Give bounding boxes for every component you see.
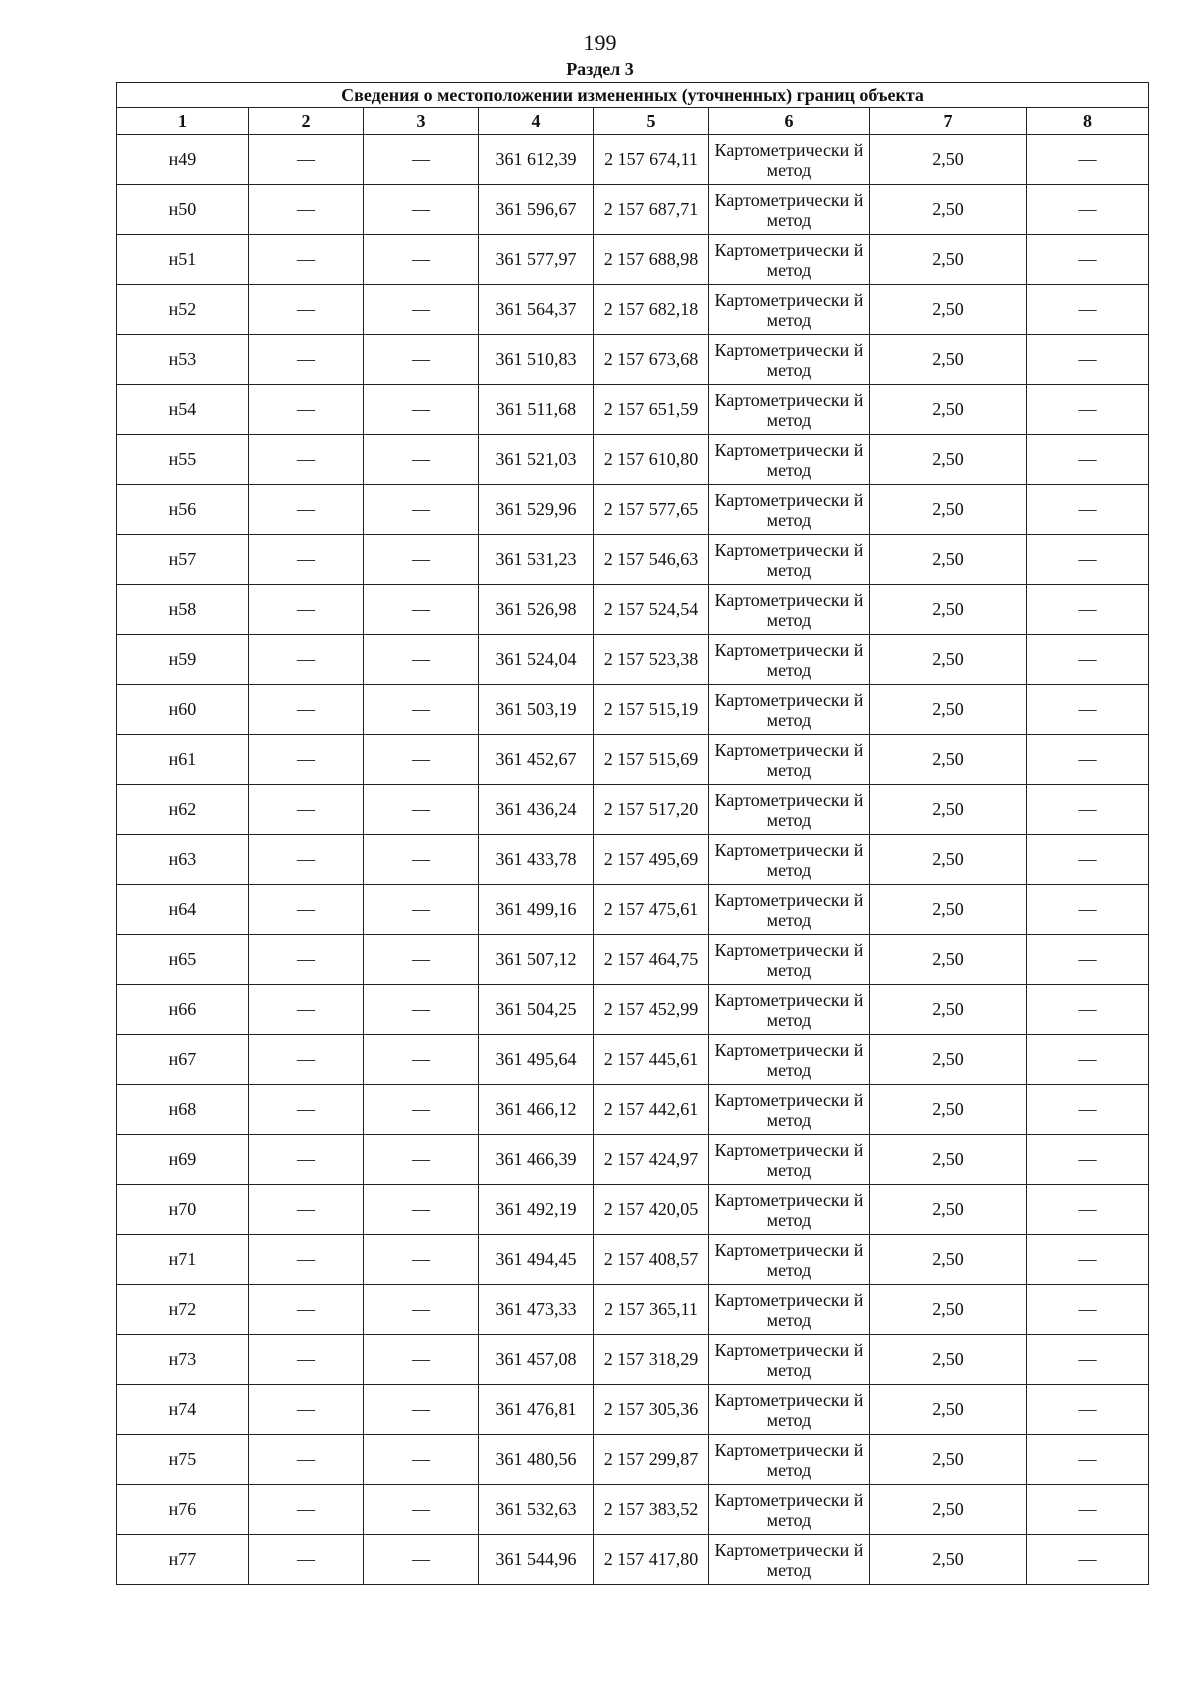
accuracy-cell: 2,50	[870, 285, 1027, 335]
point-id-cell: н58	[117, 585, 249, 635]
accuracy-cell: 2,50	[870, 885, 1027, 935]
col3-cell: —	[364, 235, 479, 285]
y-coordinate-cell: 2 157 424,97	[594, 1135, 709, 1185]
table-row	[117, 335, 1149, 385]
col3-cell: —	[364, 785, 479, 835]
point-id-cell: н64	[117, 885, 249, 935]
point-id-cell: н74	[117, 1385, 249, 1435]
column-header-2: 2	[249, 108, 364, 135]
col8-cell: —	[1027, 1235, 1149, 1285]
col2-cell: —	[249, 1335, 364, 1385]
accuracy-cell: 2,50	[870, 1035, 1027, 1085]
table-row	[117, 835, 1149, 885]
col2-cell: —	[249, 1435, 364, 1485]
col2-cell: —	[249, 185, 364, 235]
accuracy-cell: 2,50	[870, 1435, 1027, 1485]
col2-cell: —	[249, 335, 364, 385]
table-row	[117, 1435, 1149, 1485]
method-cell: Картометрически й метод	[709, 1135, 870, 1185]
method-cell: Картометрически й метод	[709, 135, 870, 185]
x-coordinate-cell: 361 524,04	[479, 635, 594, 685]
col3-cell: —	[364, 485, 479, 535]
col3-cell: —	[364, 1485, 479, 1535]
point-id-cell: н71	[117, 1235, 249, 1285]
method-cell: Картометрически й метод	[709, 1185, 870, 1235]
col2-cell: —	[249, 785, 364, 835]
col3-cell: —	[364, 1085, 479, 1135]
table-row	[117, 885, 1149, 935]
col8-cell: —	[1027, 585, 1149, 635]
column-header-4: 4	[479, 108, 594, 135]
col3-cell: —	[364, 885, 479, 935]
col3-cell: —	[364, 135, 479, 185]
accuracy-cell: 2,50	[870, 385, 1027, 435]
method-cell: Картометрически й метод	[709, 885, 870, 935]
table-row	[117, 635, 1149, 685]
col2-cell: —	[249, 685, 364, 735]
method-cell: Картометрически й метод	[709, 635, 870, 685]
point-id-cell: н68	[117, 1085, 249, 1135]
accuracy-cell: 2,50	[870, 335, 1027, 385]
col2-cell: —	[249, 1535, 364, 1585]
col3-cell: —	[364, 985, 479, 1035]
method-cell: Картометрически й метод	[709, 935, 870, 985]
point-id-cell: н72	[117, 1285, 249, 1335]
method-cell: Картометрически й метод	[709, 1435, 870, 1485]
col8-cell: —	[1027, 1085, 1149, 1135]
x-coordinate-cell: 361 480,56	[479, 1435, 594, 1485]
x-coordinate-cell: 361 433,78	[479, 835, 594, 885]
method-cell: Картометрически й метод	[709, 435, 870, 485]
table-row	[117, 135, 1149, 185]
col2-cell: —	[249, 385, 364, 435]
table-row	[117, 985, 1149, 1035]
accuracy-cell: 2,50	[870, 185, 1027, 235]
accuracy-cell: 2,50	[870, 1085, 1027, 1135]
method-cell: Картометрически й метод	[709, 385, 870, 435]
col8-cell: —	[1027, 285, 1149, 335]
x-coordinate-cell: 361 564,37	[479, 285, 594, 335]
accuracy-cell: 2,50	[870, 1485, 1027, 1535]
point-id-cell: н75	[117, 1435, 249, 1485]
point-id-cell: н57	[117, 535, 249, 585]
y-coordinate-cell: 2 157 420,05	[594, 1185, 709, 1235]
y-coordinate-cell: 2 157 318,29	[594, 1335, 709, 1385]
point-id-cell: н66	[117, 985, 249, 1035]
col8-cell: —	[1027, 985, 1149, 1035]
accuracy-cell: 2,50	[870, 1285, 1027, 1335]
method-cell: Картометрически й метод	[709, 1085, 870, 1135]
column-header-7: 7	[870, 108, 1027, 135]
y-coordinate-cell: 2 157 524,54	[594, 585, 709, 635]
y-coordinate-cell: 2 157 383,52	[594, 1485, 709, 1535]
col2-cell: —	[249, 1035, 364, 1085]
col2-cell: —	[249, 935, 364, 985]
boundary-coordinates-table	[116, 82, 1149, 1585]
method-cell: Картометрически й метод	[709, 1235, 870, 1285]
col2-cell: —	[249, 485, 364, 535]
col2-cell: —	[249, 535, 364, 585]
x-coordinate-cell: 361 494,45	[479, 1235, 594, 1285]
accuracy-cell: 2,50	[870, 1535, 1027, 1585]
table-row	[117, 1185, 1149, 1235]
col8-cell: —	[1027, 835, 1149, 885]
accuracy-cell: 2,50	[870, 685, 1027, 735]
col3-cell: —	[364, 1435, 479, 1485]
col2-cell: —	[249, 435, 364, 485]
table-row	[117, 285, 1149, 335]
accuracy-cell: 2,50	[870, 1385, 1027, 1435]
y-coordinate-cell: 2 157 517,20	[594, 785, 709, 835]
col2-cell: —	[249, 735, 364, 785]
point-id-cell: н53	[117, 335, 249, 385]
accuracy-cell: 2,50	[870, 985, 1027, 1035]
table-row	[117, 1085, 1149, 1135]
col8-cell: —	[1027, 1285, 1149, 1335]
x-coordinate-cell: 361 476,81	[479, 1385, 594, 1435]
col8-cell: —	[1027, 1435, 1149, 1485]
col2-cell: —	[249, 635, 364, 685]
y-coordinate-cell: 2 157 515,19	[594, 685, 709, 735]
method-cell: Картометрически й метод	[709, 1535, 870, 1585]
x-coordinate-cell: 361 492,19	[479, 1185, 594, 1235]
y-coordinate-cell: 2 157 682,18	[594, 285, 709, 335]
col8-cell: —	[1027, 1035, 1149, 1085]
table-row	[117, 735, 1149, 785]
col8-cell: —	[1027, 335, 1149, 385]
x-coordinate-cell: 361 495,64	[479, 1035, 594, 1085]
col3-cell: —	[364, 935, 479, 985]
y-coordinate-cell: 2 157 495,69	[594, 835, 709, 885]
col3-cell: —	[364, 1185, 479, 1235]
y-coordinate-cell: 2 157 305,36	[594, 1385, 709, 1435]
col3-cell: —	[364, 385, 479, 435]
point-id-cell: н61	[117, 735, 249, 785]
table-row	[117, 185, 1149, 235]
accuracy-cell: 2,50	[870, 1335, 1027, 1385]
x-coordinate-cell: 361 504,25	[479, 985, 594, 1035]
table-row	[117, 685, 1149, 735]
table-row	[117, 1035, 1149, 1085]
col8-cell: —	[1027, 435, 1149, 485]
accuracy-cell: 2,50	[870, 635, 1027, 685]
col8-cell: —	[1027, 1535, 1149, 1585]
y-coordinate-cell: 2 157 546,63	[594, 535, 709, 585]
method-cell: Картометрически й метод	[709, 1335, 870, 1385]
x-coordinate-cell: 361 503,19	[479, 685, 594, 735]
point-id-cell: н59	[117, 635, 249, 685]
accuracy-cell: 2,50	[870, 535, 1027, 585]
table-row	[117, 435, 1149, 485]
y-coordinate-cell: 2 157 515,69	[594, 735, 709, 785]
col2-cell: —	[249, 1285, 364, 1335]
y-coordinate-cell: 2 157 442,61	[594, 1085, 709, 1135]
y-coordinate-cell: 2 157 445,61	[594, 1035, 709, 1085]
accuracy-cell: 2,50	[870, 235, 1027, 285]
col8-cell: —	[1027, 935, 1149, 985]
accuracy-cell: 2,50	[870, 1135, 1027, 1185]
point-id-cell: н54	[117, 385, 249, 435]
point-id-cell: н67	[117, 1035, 249, 1085]
col8-cell: —	[1027, 735, 1149, 785]
accuracy-cell: 2,50	[870, 1235, 1027, 1285]
col3-cell: —	[364, 735, 479, 785]
col2-cell: —	[249, 1085, 364, 1135]
table-row	[117, 385, 1149, 435]
x-coordinate-cell: 361 452,67	[479, 735, 594, 785]
table-row	[117, 1385, 1149, 1435]
table-row	[117, 535, 1149, 585]
col8-cell: —	[1027, 485, 1149, 535]
table-row	[117, 1285, 1149, 1335]
x-coordinate-cell: 361 499,16	[479, 885, 594, 935]
y-coordinate-cell: 2 157 651,59	[594, 385, 709, 435]
col8-cell: —	[1027, 885, 1149, 935]
col8-cell: —	[1027, 1385, 1149, 1435]
method-cell: Картометрически й метод	[709, 535, 870, 585]
table-row	[117, 1135, 1149, 1185]
y-coordinate-cell: 2 157 523,38	[594, 635, 709, 685]
col3-cell: —	[364, 1235, 479, 1285]
x-coordinate-cell: 361 612,39	[479, 135, 594, 185]
method-cell: Картометрически й метод	[709, 485, 870, 535]
method-cell: Картометрически й метод	[709, 985, 870, 1035]
accuracy-cell: 2,50	[870, 585, 1027, 635]
accuracy-cell: 2,50	[870, 735, 1027, 785]
x-coordinate-cell: 361 466,12	[479, 1085, 594, 1135]
col2-cell: —	[249, 285, 364, 335]
method-cell: Картометрически й метод	[709, 235, 870, 285]
x-coordinate-cell: 361 531,23	[479, 535, 594, 585]
accuracy-cell: 2,50	[870, 135, 1027, 185]
point-id-cell: н70	[117, 1185, 249, 1235]
method-cell: Картометрически й метод	[709, 335, 870, 385]
col8-cell: —	[1027, 185, 1149, 235]
method-cell: Картометрически й метод	[709, 1485, 870, 1535]
x-coordinate-cell: 361 511,68	[479, 385, 594, 435]
y-coordinate-cell: 2 157 687,71	[594, 185, 709, 235]
point-id-cell: н52	[117, 285, 249, 335]
point-id-cell: н69	[117, 1135, 249, 1185]
x-coordinate-cell: 361 526,98	[479, 585, 594, 635]
col8-cell: —	[1027, 785, 1149, 835]
method-cell: Картометрически й метод	[709, 1035, 870, 1085]
col8-cell: —	[1027, 1485, 1149, 1535]
col2-cell: —	[249, 1385, 364, 1435]
accuracy-cell: 2,50	[870, 935, 1027, 985]
point-id-cell: н49	[117, 135, 249, 185]
point-id-cell: н76	[117, 1485, 249, 1535]
x-coordinate-cell: 361 510,83	[479, 335, 594, 385]
col2-cell: —	[249, 1485, 364, 1535]
column-header-8: 8	[1027, 108, 1149, 135]
point-id-cell: н60	[117, 685, 249, 735]
x-coordinate-cell: 361 577,97	[479, 235, 594, 285]
table-row	[117, 1535, 1149, 1585]
point-id-cell: н55	[117, 435, 249, 485]
method-cell: Картометрически й метод	[709, 185, 870, 235]
col8-cell: —	[1027, 1335, 1149, 1385]
y-coordinate-cell: 2 157 464,75	[594, 935, 709, 985]
y-coordinate-cell: 2 157 674,11	[594, 135, 709, 185]
col8-cell: —	[1027, 535, 1149, 585]
y-coordinate-cell: 2 157 417,80	[594, 1535, 709, 1585]
column-header-3: 3	[364, 108, 479, 135]
method-cell: Картометрически й метод	[709, 585, 870, 635]
method-cell: Картометрически й метод	[709, 285, 870, 335]
col8-cell: —	[1027, 1185, 1149, 1235]
table-caption: Сведения о местоположении измененных (уточненных) границ объекта	[117, 83, 1149, 108]
table-row	[117, 1335, 1149, 1385]
col3-cell: —	[364, 1335, 479, 1385]
table-body	[117, 135, 1149, 1585]
accuracy-cell: 2,50	[870, 1185, 1027, 1235]
y-coordinate-cell: 2 157 365,11	[594, 1285, 709, 1335]
y-coordinate-cell: 2 157 577,65	[594, 485, 709, 535]
y-coordinate-cell: 2 157 408,57	[594, 1235, 709, 1285]
col2-cell: —	[249, 235, 364, 285]
x-coordinate-cell: 361 529,96	[479, 485, 594, 535]
accuracy-cell: 2,50	[870, 485, 1027, 535]
x-coordinate-cell: 361 596,67	[479, 185, 594, 235]
col3-cell: —	[364, 435, 479, 485]
col3-cell: —	[364, 285, 479, 335]
col3-cell: —	[364, 335, 479, 385]
col2-cell: —	[249, 585, 364, 635]
col3-cell: —	[364, 1535, 479, 1585]
x-coordinate-cell: 361 466,39	[479, 1135, 594, 1185]
point-id-cell: н65	[117, 935, 249, 985]
column-header-1: 1	[117, 108, 249, 135]
col2-cell: —	[249, 1235, 364, 1285]
col8-cell: —	[1027, 385, 1149, 435]
column-header-row	[117, 108, 1149, 135]
table-row	[117, 235, 1149, 285]
column-header-6: 6	[709, 108, 870, 135]
method-cell: Картометрически й метод	[709, 685, 870, 735]
point-id-cell: н73	[117, 1335, 249, 1385]
method-cell: Картометрически й метод	[709, 835, 870, 885]
method-cell: Картометрически й метод	[709, 785, 870, 835]
point-id-cell: н63	[117, 835, 249, 885]
col3-cell: —	[364, 1285, 479, 1335]
col2-cell: —	[249, 135, 364, 185]
col3-cell: —	[364, 1385, 479, 1435]
table-row	[117, 1235, 1149, 1285]
col8-cell: —	[1027, 135, 1149, 185]
y-coordinate-cell: 2 157 299,87	[594, 1435, 709, 1485]
col3-cell: —	[364, 585, 479, 635]
accuracy-cell: 2,50	[870, 835, 1027, 885]
x-coordinate-cell: 361 532,63	[479, 1485, 594, 1535]
x-coordinate-cell: 361 507,12	[479, 935, 594, 985]
col3-cell: —	[364, 835, 479, 885]
accuracy-cell: 2,50	[870, 785, 1027, 835]
col3-cell: —	[364, 185, 479, 235]
y-coordinate-cell: 2 157 673,68	[594, 335, 709, 385]
point-id-cell: н56	[117, 485, 249, 535]
col8-cell: —	[1027, 635, 1149, 685]
column-header-5: 5	[594, 108, 709, 135]
point-id-cell: н62	[117, 785, 249, 835]
col8-cell: —	[1027, 1135, 1149, 1185]
x-coordinate-cell: 361 436,24	[479, 785, 594, 835]
method-cell: Картометрически й метод	[709, 1285, 870, 1335]
section-title: Раздел 3	[566, 59, 634, 79]
x-coordinate-cell: 361 544,96	[479, 1535, 594, 1585]
col2-cell: —	[249, 885, 364, 935]
page-number: 199	[583, 30, 617, 55]
point-id-cell: н51	[117, 235, 249, 285]
accuracy-cell: 2,50	[870, 435, 1027, 485]
col3-cell: —	[364, 1135, 479, 1185]
col3-cell: —	[364, 685, 479, 735]
table-row	[117, 585, 1149, 635]
col3-cell: —	[364, 1035, 479, 1085]
table-row	[117, 785, 1149, 835]
point-id-cell: н50	[117, 185, 249, 235]
method-cell: Картометрически й метод	[709, 735, 870, 785]
col3-cell: —	[364, 535, 479, 585]
col2-cell: —	[249, 1185, 364, 1235]
method-cell: Картометрически й метод	[709, 1385, 870, 1435]
y-coordinate-cell: 2 157 688,98	[594, 235, 709, 285]
point-id-cell: н77	[117, 1535, 249, 1585]
table-row	[117, 935, 1149, 985]
y-coordinate-cell: 2 157 475,61	[594, 885, 709, 935]
col8-cell: —	[1027, 235, 1149, 285]
y-coordinate-cell: 2 157 610,80	[594, 435, 709, 485]
x-coordinate-cell: 361 473,33	[479, 1285, 594, 1335]
col2-cell: —	[249, 985, 364, 1035]
col3-cell: —	[364, 635, 479, 685]
col2-cell: —	[249, 835, 364, 885]
col8-cell: —	[1027, 685, 1149, 735]
x-coordinate-cell: 361 457,08	[479, 1335, 594, 1385]
table-row	[117, 1485, 1149, 1535]
table-row	[117, 485, 1149, 535]
y-coordinate-cell: 2 157 452,99	[594, 985, 709, 1035]
col2-cell: —	[249, 1135, 364, 1185]
x-coordinate-cell: 361 521,03	[479, 435, 594, 485]
